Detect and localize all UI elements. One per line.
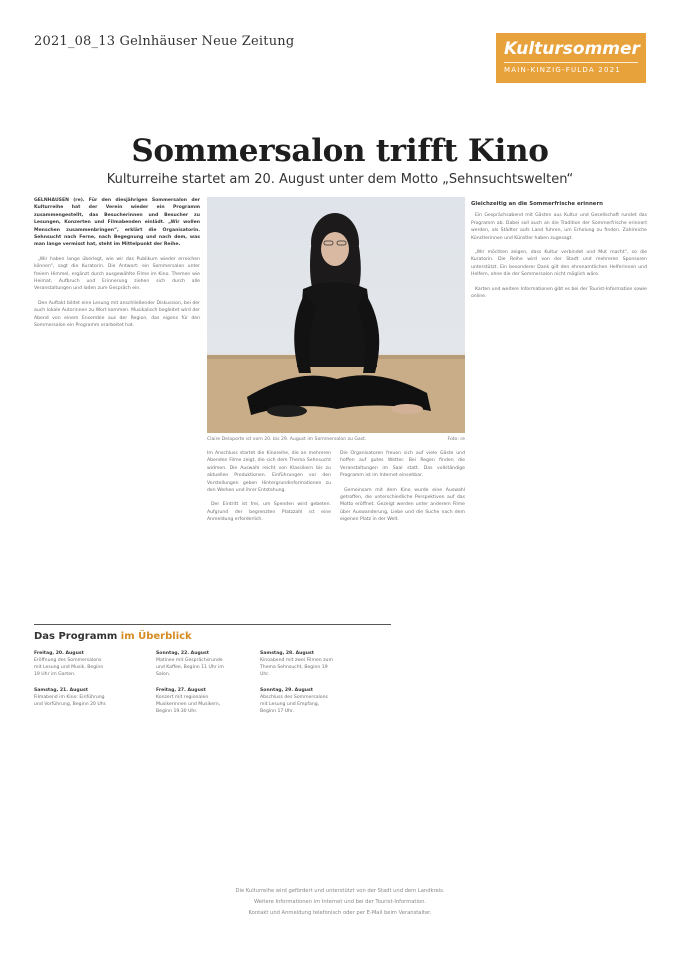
program-day: Freitag, 20. August xyxy=(34,651,84,656)
date-source-line: 2021_08_13 Gelnhäuser Neue Zeitung xyxy=(34,34,295,49)
program-column-1 xyxy=(34,650,108,717)
photo-credit: Foto: re xyxy=(447,437,465,442)
article-paragraph: „Wir möchten zeigen, dass Kultur verbindet und Mut macht“, so die Kuratorin. Die Reihe wird von der Stadt und mehreren Sponsoren unterstützt. Ein besonderer Dank gilt den ehrenamtlichen Helferinnen und Helfern, ohne die der Sommersalon nicht möglich wäre. xyxy=(471,250,647,278)
article-paragraph: Karten und weitere Informationen gibt es bei der Tourist-Information sowie online. xyxy=(471,286,647,300)
article-photo xyxy=(207,197,465,433)
article-headline: Sommersalon trifft Kino xyxy=(131,133,549,169)
program-entry xyxy=(34,650,108,678)
program-day: Samstag, 21. August xyxy=(34,688,88,693)
article-paragraph: Den Auftakt bildet eine Lesung mit anschließender Diskussion, bei der auch lokale Autorinnen zu Wort kommen. Musikalisch begleitet wird der Abend von einem Ensemble aus der Region, das eigens für den Sommersalon ein Programm erarbeitet hat. xyxy=(34,300,200,329)
badge-subtitle: MAIN-KINZIG-FULDA 2021 xyxy=(504,66,621,74)
portrait-illustration xyxy=(207,197,465,433)
program-title xyxy=(34,631,192,642)
page-footer xyxy=(0,886,680,919)
program-entry xyxy=(34,687,108,708)
program-day: Freitag, 27. August xyxy=(156,688,206,693)
program-day: Sonntag, 29. August xyxy=(260,688,313,693)
article-paragraph: Ein Gesprächsabend mit Gästen aus Kultur und Gesellschaft rundet das Programm ab. Dabei soll auch an die Tradition der Sommerfrische erinnert werden, als Städter aufs Land fuhren, um Erholung zu finden. Zahlreiche Künstlerinnen und Künstler haben zugesagt. xyxy=(471,213,647,241)
footer-line: Kontakt und Anmeldung telefonisch oder per E-Mail beim Veranstalter. xyxy=(248,910,432,916)
program-column-3 xyxy=(260,650,334,724)
article-paragraph: „Wir haben lange überlegt, wie wir das Publikum wieder erreichen können“, sagt die Kuratorin. Die Antwort: ein Sommersalon unter freiem Himmel, ergänzt durch ausgewählte Filme im Kino. Themen wie Heimat, Aufbruch und Erinnerung ziehen sich durch alle Veranstaltungen und laden zum Gespräch ein. xyxy=(34,256,200,292)
article-paragraph: Gemeinsam mit dem Kino wurde eine Auswahl getroffen, die unterschiedliche Perspektiven auf das Motto eröffnet. Gezeigt werden unter anderem Filme über Auswanderung, Liebe und die Suche nach dem eigenen Platz in der Welt. xyxy=(340,487,465,523)
program-text: Abschluss des Sommersalons mit Lesung und Empfang, Beginn 17 Uhr. xyxy=(260,695,328,714)
program-entry xyxy=(156,687,230,715)
program-text: Filmabend im Kino: Einführung und Vorführung, Beginn 20 Uhr. xyxy=(34,695,107,707)
footer-line: Weitere Informationen im Internet und bei der Tourist-Information. xyxy=(253,899,427,905)
article-column-4 xyxy=(471,197,647,872)
program-column-2 xyxy=(156,650,230,724)
article-paragraph: Die Organisatoren freuen sich auf viele Gäste und hoffen auf gutes Wetter. Bei Regen finden die Veranstaltungen im Saal statt. Das vollständige Programm ist im Internet einsehbar. xyxy=(340,451,465,479)
program-text: Matinee mit Gesprächsrunde und Kaffee, Beginn 11 Uhr im Salon. xyxy=(156,658,224,677)
badge-title: Kultursommer xyxy=(504,39,640,59)
program-entry xyxy=(260,687,334,715)
program-entry xyxy=(260,650,334,678)
article-column-1 xyxy=(34,197,200,615)
article-paragraph: Im Anschluss startet die Kinoreihe, die an mehreren Abenden Filme zeigt, die sich dem Thema Sehnsucht widmen. Die Auswahl reicht von Klassikern bis zu aktuellen Produktionen. Einführungen vor den Vorstellungen geben Hintergrundinformationen zu den Werken und ihrer Entstehung. xyxy=(207,451,331,494)
article-paragraph: GELNHAUSEN (re). Für den diesjährigen Sommersalon der Kulturreihe hat der Verein wieder ein Programm zusammengestellt, das Besucherinnen und Besucher zu Lesungen, Konzerten und Filmabenden einlädt. „Wir wollen Menschen zusammenbringen“, erklärt die Organisatorin. Sehnsucht nach Ferne, nach Begegnung und nach dem, was man lange vermisst hat, steht im Mittelpunkt der Reihe. xyxy=(34,198,200,248)
article-column-2 xyxy=(207,450,331,615)
program-text: Konzert mit regionalen Musikerinnen und Musikern, Beginn 19.30 Uhr. xyxy=(156,695,221,714)
article-column-3 xyxy=(340,450,465,870)
program-text: Eröffnung des Sommersalons mit Lesung und Musik, Beginn 19 Uhr im Garten. xyxy=(34,658,104,677)
article-subtitle: Gleichzeitig an die Sommerfrische erinnern xyxy=(471,201,603,207)
program-text: Kinoabend mit zwei Filmen zum Thema Sehnsucht, Beginn 19 Uhr. xyxy=(260,658,333,677)
article-subheadline: Kulturreihe startet am 20. August unter dem Motto „Sehnsuchtswelten“ xyxy=(106,172,574,187)
program-day: Samstag, 28. August xyxy=(260,651,314,656)
photo-caption-row xyxy=(207,437,465,442)
program-title-prefix: Das Programm xyxy=(34,631,118,642)
footer-line: Die Kulturreihe wird gefördert und unterstützt von der Stadt und dem Landkreis. xyxy=(235,888,445,894)
program-day: Sonntag, 22. August xyxy=(156,651,209,656)
program-top-rule xyxy=(34,624,391,625)
article-paragraph: Der Eintritt ist frei, um Spenden wird gebeten. Aufgrund der begrenzten Platzzahl ist eine Anmeldung erforderlich. xyxy=(207,502,331,523)
badge-divider xyxy=(504,62,638,63)
program-entry xyxy=(156,650,230,678)
photo-caption: Claire Delaporte ist vom 20. bis 29. August im Sommersalon zu Gast. xyxy=(207,437,367,442)
kultursommer-badge xyxy=(496,33,646,83)
program-title-accent: im Überblick xyxy=(120,631,192,642)
